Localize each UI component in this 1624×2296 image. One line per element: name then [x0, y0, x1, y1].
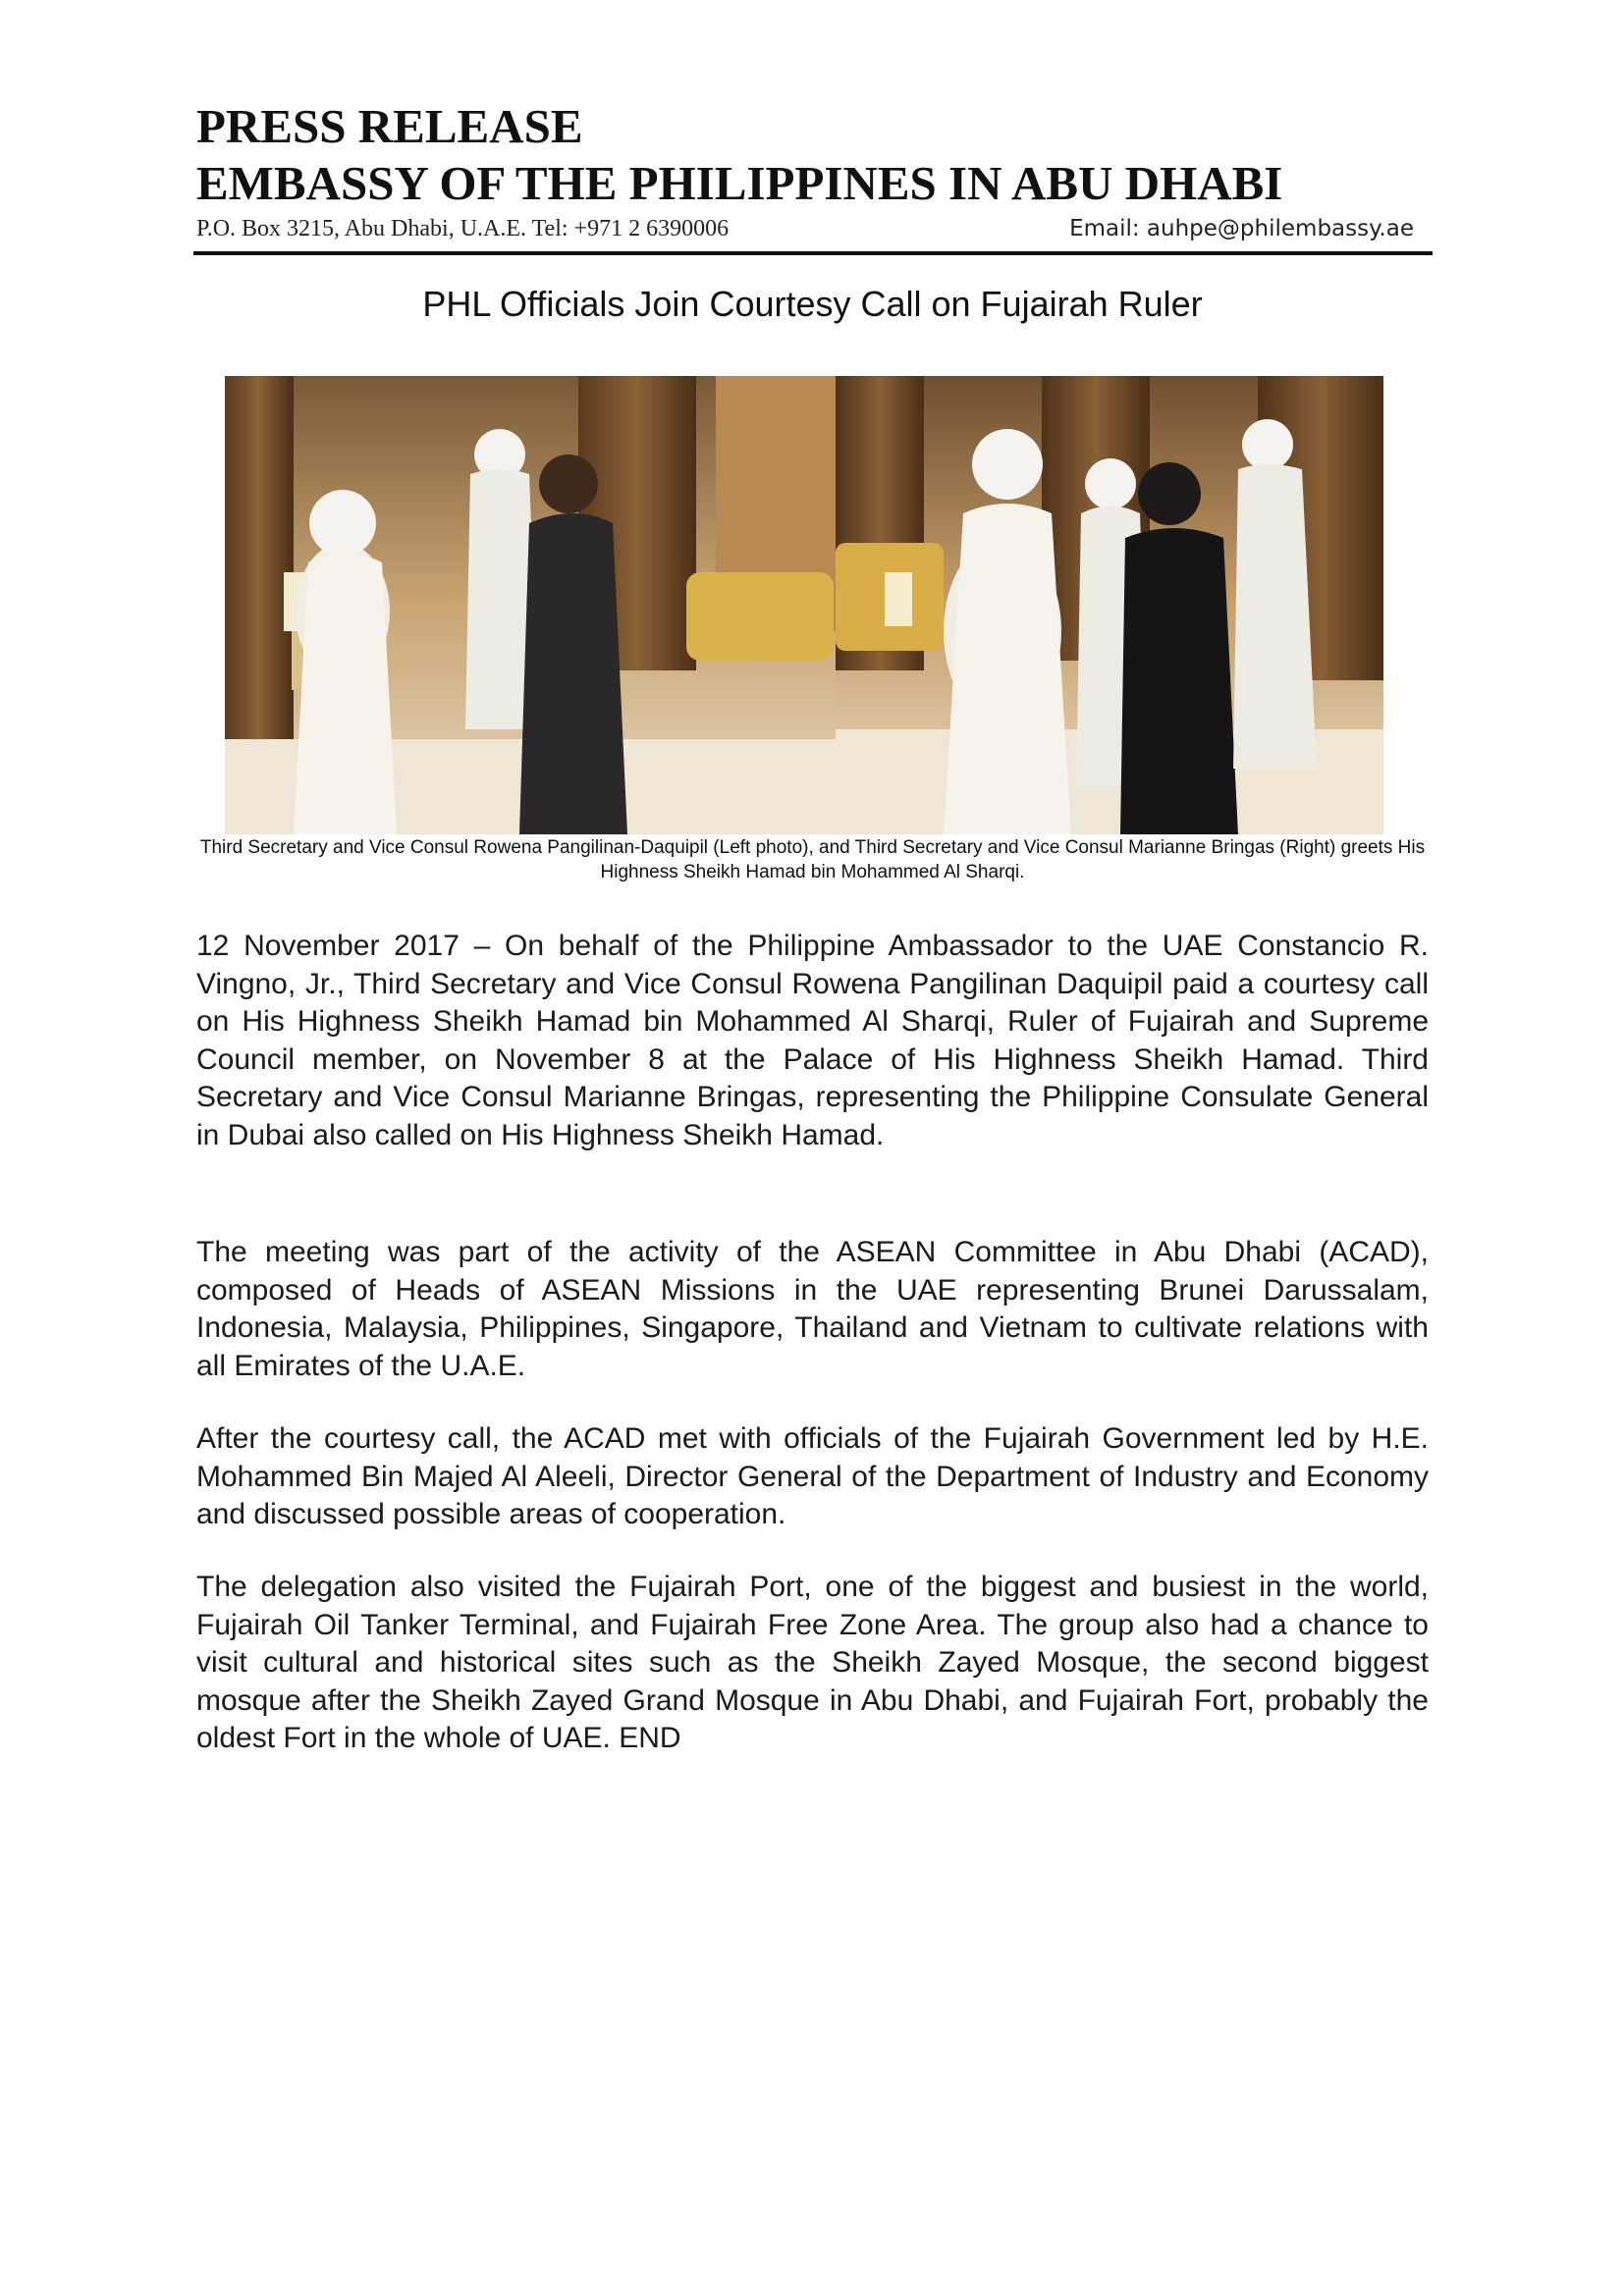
header-divider: [193, 251, 1433, 255]
header-address: P.O. Box 3215, Abu Dhabi, U.A.E. Tel: +971 2 6390006: [196, 216, 730, 241]
photo-caption: Third Secretary and Vice Consul Rowena Pangilinan-Daquipil (Left photo), and Third Secretary and Vice Consul Marianne Bringas (Right) greets His Highness Sheikh Hamad bin Mohammed Al Sharqi.: [199, 837, 1426, 882]
header-embassy-name: EMBASSY OF THE PHILIPPINES IN ABU DHABI: [196, 156, 1283, 210]
header-email: Email: auhpe@philembassy.ae: [1069, 216, 1414, 241]
paragraph-1: 12 November 2017 – On behalf of the Philippine Ambassador to the UAE Constancio R. Vingno, Jr., Third Secretary and Vice Consul Rowena Pangilinan Daquipil paid a courtesy call on His Highness Sheikh Hamad bin Mohammed Al Sharqi, Ruler of Fujairah and Supreme Council member, on November 8 at the Palace of His Highness Sheikh Hamad. Third Secretary and Vice Consul Marianne Bringas, representing the Philippine Consulate General in Dubai also called on His Highness Sheikh Hamad.: [196, 930, 1429, 1151]
photo-left: [225, 376, 836, 834]
paragraph-4: The delegation also visited the Fujairah Port, one of the biggest and busiest in the world, Fujairah Oil Tanker Terminal, and Fujairah Free Zone Area. The group also had a chance to visit cultural and historical sites such as the Sheikh Zayed Mosque, the second biggest mosque after the Sheikh Zayed Grand Mosque in Abu Dhabi, and Fujairah Fort, probably the oldest Fort in the whole of UAE. END: [196, 1571, 1429, 1754]
article-title: PHL Officials Join Courtesy Call on Fujairah Ruler: [422, 284, 1203, 324]
photo-right: [836, 376, 1383, 834]
header-press-release: PRESS RELEASE: [196, 99, 583, 153]
paragraph-3: After the courtesy call, the ACAD met with officials of the Fujairah Government led by H.E. Mohammed Bin Majed Al Aleeli, Director General of the Department of Industry and Economy and discussed possible areas of cooperation.: [196, 1422, 1429, 1530]
paragraph-2: The meeting was part of the activity of the ASEAN Committee in Abu Dhabi (ACAD), composed of Heads of ASEAN Missions in the UAE representing Brunei Darussalam, Indonesia, Malaysia, Philippines, Singapore, Thailand and Vietnam to cultivate relations with all Emirates of the U.A.E.: [196, 1236, 1429, 1382]
header-contact-line: [196, 214, 1414, 243]
